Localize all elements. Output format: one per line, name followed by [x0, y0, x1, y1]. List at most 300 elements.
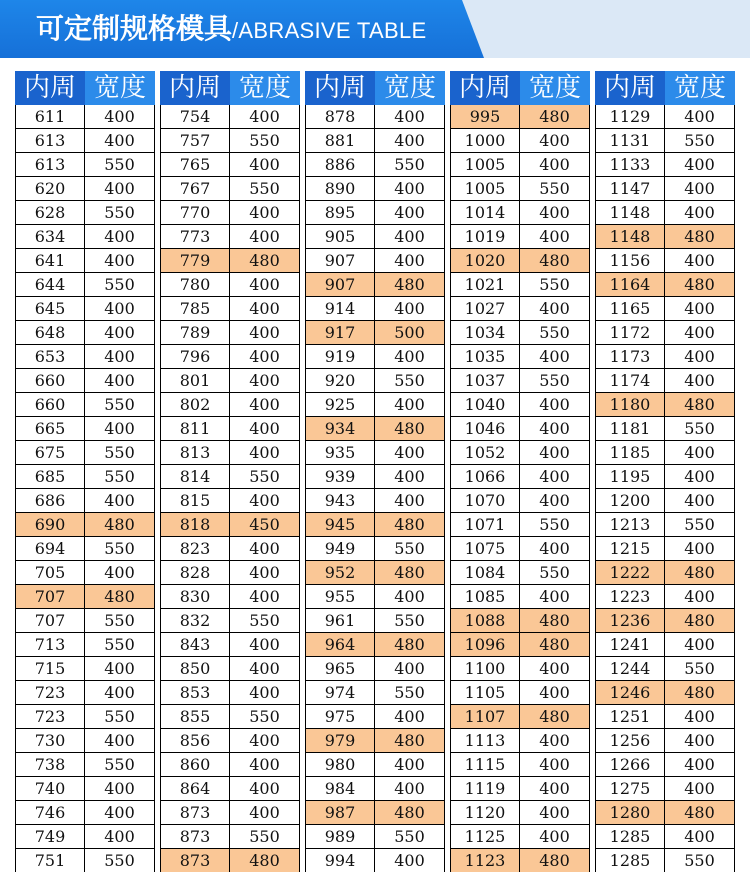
cell-width: 400 — [394, 851, 425, 870]
cell-inner-diameter: 611 — [16, 105, 85, 128]
cell-width: 550 — [539, 371, 570, 390]
cell-inner-diameter: 989 — [306, 825, 375, 848]
cell-inner-diameter: 878 — [306, 105, 375, 128]
cell-inner-diameter: 653 — [16, 345, 85, 368]
table-row — [16, 537, 154, 561]
cell-inner-diameter: 645 — [16, 297, 85, 320]
cell-inner-diameter: 920 — [306, 369, 375, 392]
cell-inner-diameter: 1222 — [596, 561, 665, 584]
cell-inner-diameter: 641 — [16, 249, 85, 272]
table-row — [596, 537, 734, 561]
cell-width: 400 — [249, 803, 280, 822]
table-row — [451, 681, 589, 705]
cell-inner-diameter: 1071 — [451, 513, 520, 536]
cell-width: 400 — [539, 539, 570, 558]
cell-width: 480 — [520, 633, 589, 656]
cell-inner-diameter: 660 — [16, 393, 85, 416]
table-row — [306, 465, 444, 489]
cell-width: 550 — [394, 539, 425, 558]
header-inner-diameter: 内周 — [450, 71, 520, 105]
cell-inner-diameter: 1113 — [451, 729, 520, 752]
cell-width: 550 — [104, 851, 135, 870]
cell-inner-diameter: 1180 — [596, 393, 665, 416]
cell-inner-diameter: 1052 — [451, 441, 520, 464]
cell-inner-diameter: 855 — [161, 705, 230, 728]
table-row — [161, 345, 299, 369]
cell-width: 480 — [375, 417, 444, 440]
table-row — [161, 657, 299, 681]
cell-inner-diameter: 1147 — [596, 177, 665, 200]
cell-inner-diameter: 1020 — [451, 249, 520, 272]
table-row-highlighted — [596, 225, 734, 249]
cell-width: 400 — [249, 779, 280, 798]
table-row — [306, 129, 444, 153]
cell-width: 550 — [684, 659, 715, 678]
cell-width: 550 — [249, 707, 280, 726]
cell-inner-diameter: 634 — [16, 225, 85, 248]
cell-width: 550 — [539, 275, 570, 294]
header-inner-diameter: 内周 — [305, 71, 375, 105]
cell-width: 400 — [249, 107, 280, 126]
table-column-3 — [305, 71, 445, 873]
cell-inner-diameter: 660 — [16, 369, 85, 392]
cell-width: 400 — [539, 659, 570, 678]
cell-inner-diameter: 856 — [161, 729, 230, 752]
cell-width: 400 — [684, 155, 715, 174]
cell-inner-diameter: 754 — [161, 105, 230, 128]
table-row — [596, 753, 734, 777]
cell-inner-diameter: 949 — [306, 537, 375, 560]
table-row — [451, 825, 589, 849]
cell-width: 400 — [684, 707, 715, 726]
table-row — [16, 321, 154, 345]
cell-inner-diameter: 773 — [161, 225, 230, 248]
table-row — [16, 633, 154, 657]
cell-width: 400 — [539, 443, 570, 462]
table-row — [451, 561, 589, 585]
cell-inner-diameter: 939 — [306, 465, 375, 488]
cell-width: 400 — [394, 467, 425, 486]
table-row-highlighted — [596, 609, 734, 633]
table-row — [161, 489, 299, 513]
cell-width: 550 — [104, 395, 135, 414]
table-row — [161, 705, 299, 729]
table-row — [161, 417, 299, 441]
cell-width: 400 — [539, 395, 570, 414]
cell-inner-diameter: 935 — [306, 441, 375, 464]
cell-width: 400 — [249, 491, 280, 510]
cell-inner-diameter: 873 — [161, 825, 230, 848]
cell-inner-diameter: 1100 — [451, 657, 520, 680]
cell-width: 400 — [539, 299, 570, 318]
cell-width: 400 — [249, 755, 280, 774]
cell-width: 400 — [104, 227, 135, 246]
header-width: 宽度 — [375, 71, 445, 105]
table-column-1 — [15, 71, 155, 873]
cell-width: 480 — [230, 849, 299, 872]
table-row — [596, 201, 734, 225]
cell-inner-diameter: 707 — [16, 585, 85, 608]
cell-width: 550 — [539, 323, 570, 342]
table-row — [451, 513, 589, 537]
cell-width: 550 — [104, 611, 135, 630]
table-row — [451, 489, 589, 513]
table-row-highlighted — [596, 801, 734, 825]
table-column-4 — [450, 71, 590, 873]
cell-inner-diameter: 1215 — [596, 537, 665, 560]
table-row — [306, 825, 444, 849]
cell-width: 550 — [104, 539, 135, 558]
table-row — [596, 105, 734, 129]
cell-width: 400 — [394, 227, 425, 246]
table-row — [596, 729, 734, 753]
table-row — [16, 681, 154, 705]
cell-inner-diameter: 1241 — [596, 633, 665, 656]
cell-inner-diameter: 955 — [306, 585, 375, 608]
table-row — [596, 825, 734, 849]
cell-inner-diameter: 850 — [161, 657, 230, 680]
cell-width: 550 — [249, 131, 280, 150]
header-width: 宽度 — [665, 71, 735, 105]
cell-width: 400 — [684, 491, 715, 510]
cell-width: 400 — [684, 779, 715, 798]
cell-inner-diameter: 1085 — [451, 585, 520, 608]
cell-inner-diameter: 1119 — [451, 777, 520, 800]
cell-width: 550 — [104, 203, 135, 222]
table-row — [161, 681, 299, 705]
table-row — [451, 441, 589, 465]
table-row-highlighted — [596, 561, 734, 585]
cell-width: 400 — [104, 107, 135, 126]
table-row — [16, 129, 154, 153]
cell-width: 550 — [249, 179, 280, 198]
table-row — [161, 369, 299, 393]
cell-width: 400 — [539, 227, 570, 246]
table-row-highlighted — [306, 633, 444, 657]
table-body — [450, 105, 590, 873]
cell-width: 400 — [684, 755, 715, 774]
table-row-highlighted — [451, 609, 589, 633]
cell-width: 480 — [375, 561, 444, 584]
cell-width: 400 — [684, 347, 715, 366]
table-row — [451, 273, 589, 297]
cell-inner-diameter: 1285 — [596, 849, 665, 872]
cell-width: 480 — [665, 561, 734, 584]
table-row-highlighted — [161, 249, 299, 273]
cell-inner-diameter: 715 — [16, 657, 85, 680]
cell-width: 550 — [104, 275, 135, 294]
cell-inner-diameter: 1266 — [596, 753, 665, 776]
cell-inner-diameter: 919 — [306, 345, 375, 368]
table-row — [451, 177, 589, 201]
table-row — [16, 369, 154, 393]
table-row — [306, 297, 444, 321]
table-row-highlighted — [16, 585, 154, 609]
table-row — [596, 153, 734, 177]
table-row-highlighted — [306, 729, 444, 753]
cell-width: 480 — [520, 705, 589, 728]
table-row — [161, 825, 299, 849]
table-row-highlighted — [451, 705, 589, 729]
page-title — [36, 8, 426, 50]
cell-inner-diameter: 994 — [306, 849, 375, 872]
table-row — [451, 201, 589, 225]
table-row — [306, 177, 444, 201]
cell-width: 400 — [249, 635, 280, 654]
cell-width: 400 — [539, 131, 570, 150]
table-row — [306, 369, 444, 393]
table-row — [16, 417, 154, 441]
cell-inner-diameter: 1046 — [451, 417, 520, 440]
cell-width: 480 — [520, 609, 589, 632]
cell-inner-diameter: 914 — [306, 297, 375, 320]
cell-inner-diameter: 785 — [161, 297, 230, 320]
cell-width: 400 — [249, 563, 280, 582]
cell-inner-diameter: 917 — [306, 321, 375, 344]
table-row — [161, 153, 299, 177]
cell-inner-diameter: 1096 — [451, 633, 520, 656]
cell-inner-diameter: 828 — [161, 561, 230, 584]
table-body — [15, 105, 155, 873]
table-row — [596, 441, 734, 465]
table-body — [160, 105, 300, 873]
table-row — [451, 801, 589, 825]
cell-width: 480 — [230, 249, 299, 272]
cell-width: 550 — [394, 611, 425, 630]
cell-width: 400 — [684, 323, 715, 342]
cell-width: 400 — [539, 491, 570, 510]
cell-width: 400 — [104, 251, 135, 270]
cell-inner-diameter: 843 — [161, 633, 230, 656]
cell-width: 400 — [539, 731, 570, 750]
cell-width: 400 — [249, 299, 280, 318]
column-header — [160, 71, 300, 105]
table-row — [161, 201, 299, 225]
table-row — [451, 537, 589, 561]
cell-inner-diameter: 815 — [161, 489, 230, 512]
cell-width: 550 — [539, 179, 570, 198]
table-row — [451, 369, 589, 393]
table-body — [595, 105, 735, 873]
table-row — [451, 225, 589, 249]
cell-inner-diameter: 740 — [16, 777, 85, 800]
table-row — [596, 321, 734, 345]
cell-inner-diameter: 907 — [306, 273, 375, 296]
cell-width: 400 — [539, 827, 570, 846]
cell-inner-diameter: 644 — [16, 273, 85, 296]
table-row — [596, 705, 734, 729]
cell-width: 400 — [684, 443, 715, 462]
cell-inner-diameter: 1115 — [451, 753, 520, 776]
cell-inner-diameter: 1084 — [451, 561, 520, 584]
table-row — [306, 153, 444, 177]
cell-inner-diameter: 1019 — [451, 225, 520, 248]
cell-width: 480 — [520, 249, 589, 272]
cell-inner-diameter: 751 — [16, 849, 85, 872]
cell-inner-diameter: 1027 — [451, 297, 520, 320]
table-row — [161, 105, 299, 129]
table-row-highlighted — [16, 513, 154, 537]
cell-width: 400 — [249, 155, 280, 174]
table-row — [306, 393, 444, 417]
cell-inner-diameter: 830 — [161, 585, 230, 608]
table-row-highlighted — [306, 801, 444, 825]
cell-inner-diameter: 1005 — [451, 177, 520, 200]
cell-width: 400 — [104, 179, 135, 198]
table-row-highlighted — [306, 417, 444, 441]
cell-width: 400 — [394, 587, 425, 606]
cell-width: 400 — [394, 131, 425, 150]
cell-width: 400 — [684, 251, 715, 270]
cell-inner-diameter: 952 — [306, 561, 375, 584]
table-row — [306, 705, 444, 729]
table-row — [161, 441, 299, 465]
cell-inner-diameter: 1181 — [596, 417, 665, 440]
cell-inner-diameter: 1280 — [596, 801, 665, 824]
cell-width: 550 — [104, 443, 135, 462]
table-row — [451, 393, 589, 417]
cell-inner-diameter: 738 — [16, 753, 85, 776]
cell-inner-diameter: 943 — [306, 489, 375, 512]
cell-inner-diameter: 811 — [161, 417, 230, 440]
table-row — [161, 729, 299, 753]
cell-inner-diameter: 802 — [161, 393, 230, 416]
cell-inner-diameter: 1021 — [451, 273, 520, 296]
cell-inner-diameter: 1172 — [596, 321, 665, 344]
cell-width: 480 — [665, 609, 734, 632]
table-row — [306, 225, 444, 249]
table-row — [451, 297, 589, 321]
cell-width: 480 — [520, 105, 589, 128]
table-row — [16, 729, 154, 753]
header-inner-diameter: 内周 — [160, 71, 230, 105]
cell-width: 400 — [249, 323, 280, 342]
cell-inner-diameter: 796 — [161, 345, 230, 368]
cell-width: 400 — [104, 779, 135, 798]
cell-width: 400 — [394, 707, 425, 726]
cell-width: 400 — [684, 179, 715, 198]
table-row — [161, 801, 299, 825]
cell-inner-diameter: 961 — [306, 609, 375, 632]
cell-inner-diameter: 1000 — [451, 129, 520, 152]
cell-width: 400 — [249, 587, 280, 606]
cell-inner-diameter: 1174 — [596, 369, 665, 392]
cell-inner-diameter: 757 — [161, 129, 230, 152]
table-row-highlighted — [596, 273, 734, 297]
cell-width: 400 — [104, 659, 135, 678]
cell-inner-diameter: 832 — [161, 609, 230, 632]
cell-width: 550 — [104, 155, 135, 174]
cell-inner-diameter: 853 — [161, 681, 230, 704]
cell-width: 400 — [684, 371, 715, 390]
cell-width: 400 — [684, 539, 715, 558]
table-row — [596, 777, 734, 801]
table-row — [16, 801, 154, 825]
cell-inner-diameter: 690 — [16, 513, 85, 536]
table-row — [161, 537, 299, 561]
table-row — [451, 777, 589, 801]
cell-width: 400 — [684, 299, 715, 318]
cell-inner-diameter: 1125 — [451, 825, 520, 848]
table-row — [596, 849, 734, 873]
table-row — [161, 633, 299, 657]
table-row — [16, 297, 154, 321]
cell-inner-diameter: 1164 — [596, 273, 665, 296]
cell-width: 400 — [539, 587, 570, 606]
cell-width: 400 — [249, 275, 280, 294]
title-english: /ABRASIVE TABLE — [232, 18, 427, 43]
cell-width: 480 — [375, 273, 444, 296]
cell-width: 480 — [665, 681, 734, 704]
cell-width: 550 — [394, 155, 425, 174]
table-row-highlighted — [451, 105, 589, 129]
table-row — [16, 849, 154, 873]
cell-width: 480 — [375, 633, 444, 656]
table-column-5 — [595, 71, 735, 873]
cell-inner-diameter: 1256 — [596, 729, 665, 752]
cell-inner-diameter: 895 — [306, 201, 375, 224]
cell-width: 550 — [394, 683, 425, 702]
cell-inner-diameter: 1040 — [451, 393, 520, 416]
cell-inner-diameter: 964 — [306, 633, 375, 656]
table-row — [16, 225, 154, 249]
cell-width: 400 — [249, 227, 280, 246]
cell-inner-diameter: 1129 — [596, 105, 665, 128]
cell-width: 400 — [104, 131, 135, 150]
cell-inner-diameter: 984 — [306, 777, 375, 800]
table-row-highlighted — [596, 393, 734, 417]
cell-width: 400 — [104, 683, 135, 702]
header-banner — [0, 0, 750, 58]
cell-inner-diameter: 1173 — [596, 345, 665, 368]
cell-inner-diameter: 1034 — [451, 321, 520, 344]
table-row — [306, 537, 444, 561]
table-row — [161, 585, 299, 609]
cell-width: 400 — [249, 539, 280, 558]
table-row — [16, 249, 154, 273]
cell-width: 400 — [684, 107, 715, 126]
cell-inner-diameter: 1236 — [596, 609, 665, 632]
cell-inner-diameter: 780 — [161, 273, 230, 296]
cell-width: 480 — [665, 801, 734, 824]
cell-inner-diameter: 818 — [161, 513, 230, 536]
column-header — [305, 71, 445, 105]
cell-inner-diameter: 723 — [16, 705, 85, 728]
cell-inner-diameter: 813 — [161, 441, 230, 464]
cell-width: 400 — [104, 803, 135, 822]
table-row — [451, 729, 589, 753]
cell-inner-diameter: 890 — [306, 177, 375, 200]
cell-width: 400 — [249, 347, 280, 366]
cell-width: 480 — [85, 585, 154, 608]
cell-inner-diameter: 765 — [161, 153, 230, 176]
header-inner-diameter: 内周 — [15, 71, 85, 105]
table-row-highlighted — [161, 849, 299, 873]
cell-inner-diameter: 1105 — [451, 681, 520, 704]
table-row — [161, 393, 299, 417]
cell-width: 400 — [394, 659, 425, 678]
cell-width: 500 — [375, 321, 444, 344]
cell-inner-diameter: 979 — [306, 729, 375, 752]
cell-inner-diameter: 1244 — [596, 657, 665, 680]
cell-inner-diameter: 905 — [306, 225, 375, 248]
table-row — [451, 465, 589, 489]
cell-width: 400 — [394, 203, 425, 222]
table-row — [596, 345, 734, 369]
cell-width: 400 — [394, 443, 425, 462]
table-row — [596, 249, 734, 273]
table-row — [16, 657, 154, 681]
